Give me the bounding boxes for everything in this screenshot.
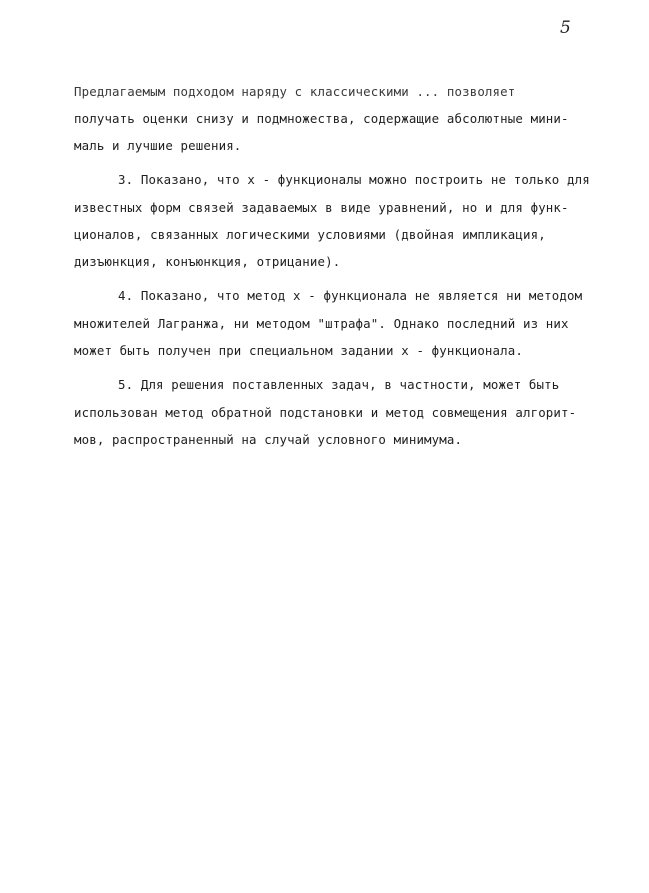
text-line: 5. Для решения поставленных задач, в частности, может быть <box>118 377 560 392</box>
text-line: дизъюнкция, конъюнкция, отрицание). <box>74 254 341 269</box>
text-line: ционалов, связанных логическими условиями (двойная импликация, <box>74 227 546 242</box>
text-line: Предлагаемым подходом наряду с классическими ... позволяет <box>74 84 516 99</box>
text-line: 4. Показано, что метод x - функционала не является ни методом <box>118 288 583 303</box>
page-number: 5 <box>560 18 571 38</box>
text-line: маль и лучшие решения. <box>74 138 242 153</box>
text-line: использован метод обратной подстановки и метод совмещения алгорит- <box>74 405 577 420</box>
text-line: 3. Показано, что x - функционалы можно построить не только для <box>118 172 590 187</box>
text-line: может быть получен при специальном задании x - функционала. <box>74 343 523 358</box>
text-line: множителей Лагранжа, ни методом "штрафа". Однако последний из них <box>74 316 569 331</box>
text-line: известных форм связей задаваемых в виде уравнений, но и для функ- <box>74 200 569 215</box>
text-line: мов, распространенный на случай условного минимума. <box>74 432 463 447</box>
text-line: получать оценки снизу и подмножества, содержащие абсолютные мини- <box>74 111 569 126</box>
